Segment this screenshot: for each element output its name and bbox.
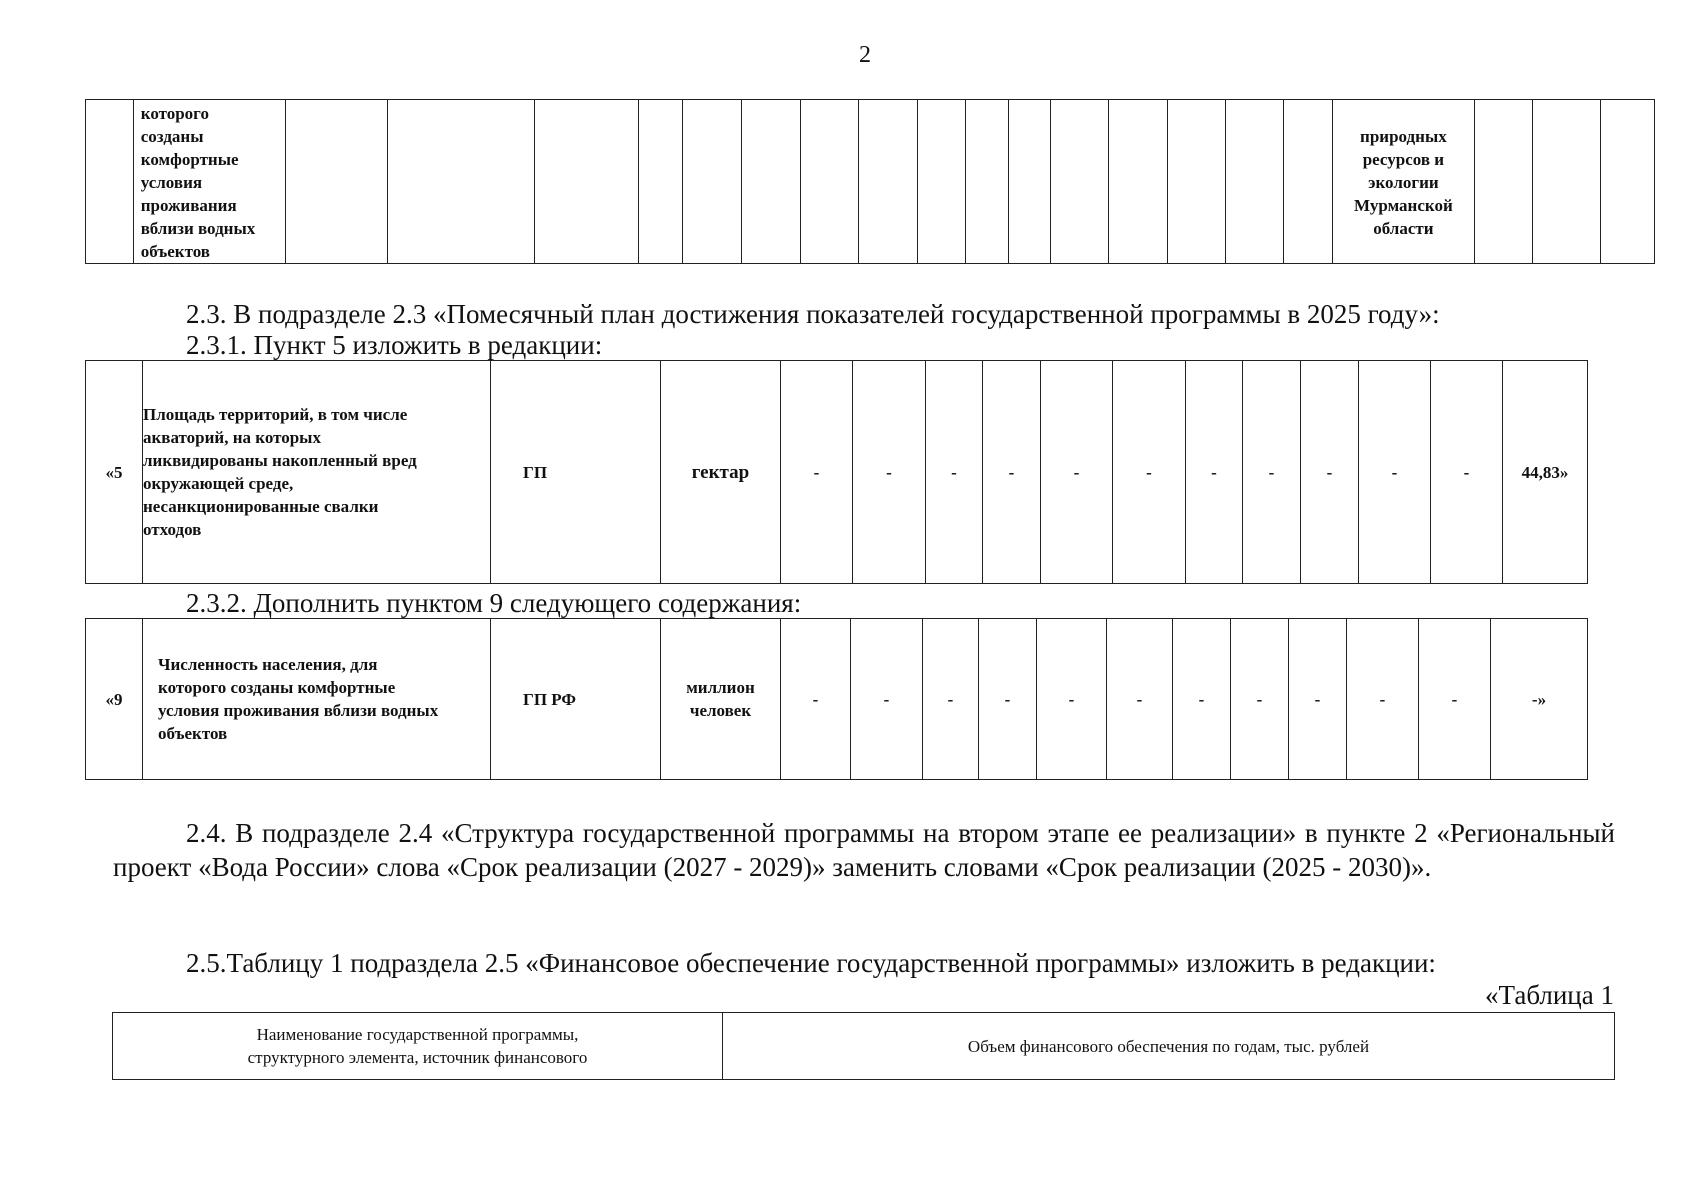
row-9-table bbox=[85, 618, 1588, 780]
month-value: - bbox=[1359, 361, 1431, 584]
responsible-org-cell: природных ресурсов и экологии Мурманской области bbox=[1332, 100, 1474, 264]
row-number: «5 bbox=[86, 361, 143, 584]
month-value: - bbox=[781, 619, 851, 780]
month-value: - bbox=[1347, 619, 1419, 780]
table-label: «Таблица 1 bbox=[1485, 980, 1614, 1010]
table-row bbox=[113, 1013, 1615, 1080]
unit-cell: миллион человек bbox=[661, 619, 781, 780]
level-cell: ГП РФ bbox=[491, 619, 661, 780]
section-2-3-1: 2.3.1. Пункт 5 изложить в редакции: bbox=[186, 330, 603, 360]
month-value: - bbox=[1419, 619, 1491, 780]
row-number: «9 bbox=[86, 619, 143, 780]
row-5-table bbox=[85, 360, 1588, 584]
continuation-table bbox=[85, 99, 1655, 264]
table-row bbox=[86, 619, 1588, 780]
month-value: - bbox=[1041, 361, 1113, 584]
table-row bbox=[86, 361, 1588, 584]
month-value: - bbox=[1113, 361, 1186, 584]
month-value: - bbox=[926, 361, 983, 584]
year-end-value: 44,83» bbox=[1503, 361, 1588, 584]
month-value: - bbox=[1243, 361, 1301, 584]
financial-table bbox=[112, 1012, 1615, 1080]
column-header-volume: Объем финансового обеспечения по годам, тыс. рублей bbox=[723, 1013, 1615, 1080]
month-value: - bbox=[781, 361, 853, 584]
month-value: - bbox=[1186, 361, 1243, 584]
month-value: - bbox=[1301, 361, 1359, 584]
month-value: - bbox=[923, 619, 979, 780]
month-value: - bbox=[979, 619, 1037, 780]
section-2-5: 2.5.Таблицу 1 подраздела 2.5 «Финансовое обеспечение государственной программы» изложить в редакции: bbox=[186, 948, 1436, 978]
indicator-name-cell: которого созданы комфортные условия проживания вблизи водных объектов bbox=[133, 100, 285, 264]
month-value: - bbox=[983, 361, 1041, 584]
month-value: - bbox=[1289, 619, 1347, 780]
section-2-3-2: 2.3.2. Дополнить пунктом 9 следующего содержания: bbox=[186, 588, 802, 618]
month-value: - bbox=[1173, 619, 1231, 780]
section-2-4: 2.4. В подразделе 2.4 «Структура государственной программы на втором этапе ее реализации» в пункте 2 «Региональный проект «Вода России» слова «Срок реализации (2027 - 2029)» заменить словами «Срок реализации (2025 - 2030)». bbox=[113, 818, 1615, 882]
month-value: - bbox=[1231, 619, 1289, 780]
level-cell: ГП bbox=[491, 361, 661, 584]
year-end-value: -» bbox=[1491, 619, 1588, 780]
month-value: - bbox=[851, 619, 923, 780]
month-value: - bbox=[1037, 619, 1107, 780]
unit-cell: гектар bbox=[661, 361, 781, 584]
indicator-name-cell: Численность населения, для которого созданы комфортные условия проживания вблизи водных объектов bbox=[143, 619, 491, 780]
section-2-3-heading: 2.3. В подразделе 2.3 «Помесячный план достижения показателей государственной программы в 2025 году»: bbox=[186, 299, 1440, 329]
column-header-name: Наименование государственной программы, структурного элемента, источник финансового bbox=[113, 1013, 723, 1080]
month-value: - bbox=[1107, 619, 1173, 780]
month-value: - bbox=[853, 361, 926, 584]
indicator-name-cell: Площадь территорий, в том числе акваторий, на которых ликвидированы накопленный вред окружающей среде, несанкционированные свалки отходов bbox=[143, 361, 491, 584]
page-number: 2 bbox=[859, 42, 871, 68]
month-value: - bbox=[1431, 361, 1503, 584]
